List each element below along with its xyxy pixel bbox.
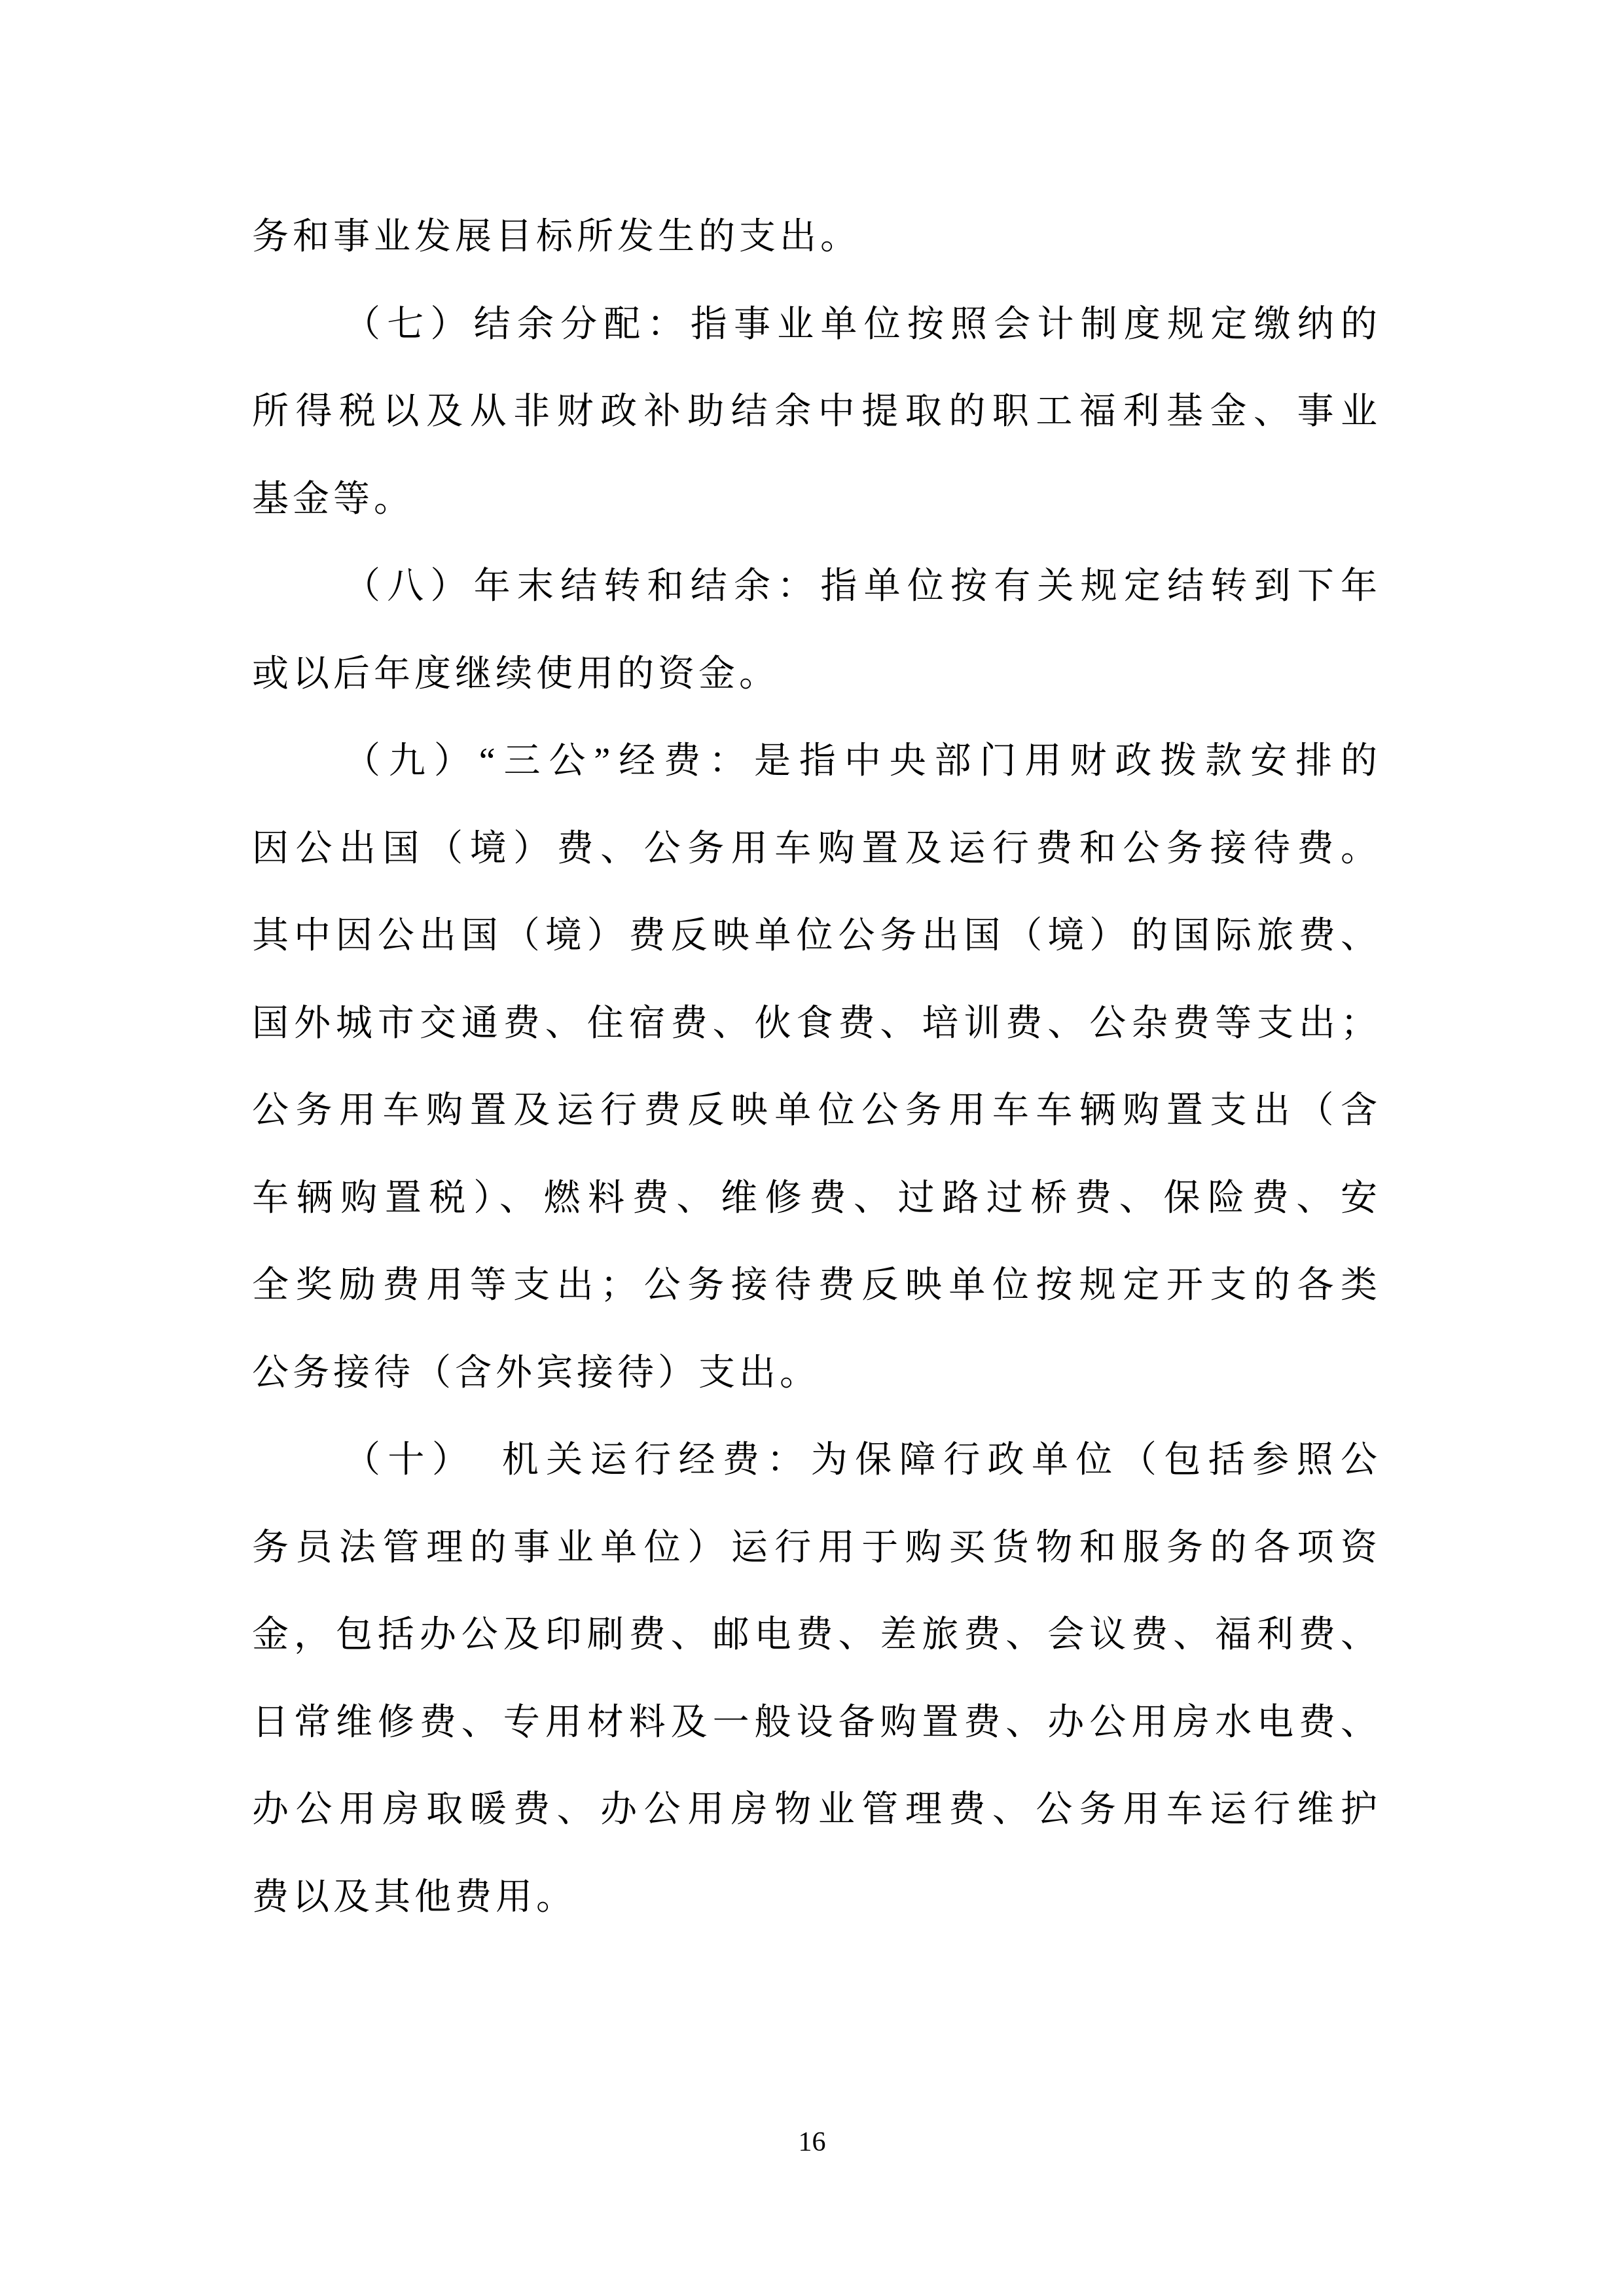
text-line: （九）“三公”经费：是指中央部门用财政拨款安排的 — [344, 741, 1381, 781]
text-line: 办公用房取暖费、办公用房物业管理费、公务用车运行维护 — [252, 1789, 1381, 1830]
page-number: 16 — [798, 2127, 826, 2157]
text-line: 公务用车购置及运行费反映单位公务用车车辆购置支出（含 — [252, 1090, 1381, 1131]
text-line: 车辆购置税）、燃料费、维修费、过路过桥费、保险费、安 — [252, 1177, 1381, 1219]
text-line: 或以后年度继续使用的资金。 — [252, 653, 780, 694]
text-line: 因公出国（境）费、公务用车购置及运行费和公务接待费。 — [252, 828, 1381, 869]
text-line: 费以及其他费用。 — [252, 1876, 577, 1918]
text-line: 日常维修费、专用材料及一般设备购置费、办公用房水电费、 — [252, 1702, 1381, 1743]
text-line: 基金等。 — [252, 478, 414, 520]
text-line: 金，包括办公及印刷费、邮电费、差旅费、会议费、福利费、 — [252, 1615, 1381, 1655]
text-line: 务和事业发展目标所发生的支出。 — [252, 217, 861, 257]
text-line: 公务接待（含外宾接待）支出。 — [252, 1352, 820, 1393]
text-line: 所得税以及从非财政补助结余中提取的职工福利基金、事业 — [252, 391, 1381, 432]
text-line: 国外城市交通费、住宿费、伙食费、培训费、公杂费等支出； — [252, 1003, 1381, 1044]
text-line: （七）结余分配：指事业单位按照会计制度规定缴纳的 — [344, 304, 1381, 345]
text-line: 务员法管理的事业单位）运行用于购买货物和服务的各项资 — [252, 1527, 1381, 1568]
document-body — [252, 194, 1381, 1941]
text-line: 其中因公出国（境）费反映单位公务出国（境）的国际旅费、 — [252, 916, 1381, 956]
text-line: （十） 机关运行经费：为保障行政单位（包括参照公 — [344, 1440, 1381, 1480]
text-line: 全奖励费用等支出；公务接待费反映单位按规定开支的各类 — [252, 1265, 1381, 1306]
text-line: （八）年末结转和结余：指单位按有关规定结转到下年 — [344, 566, 1381, 607]
